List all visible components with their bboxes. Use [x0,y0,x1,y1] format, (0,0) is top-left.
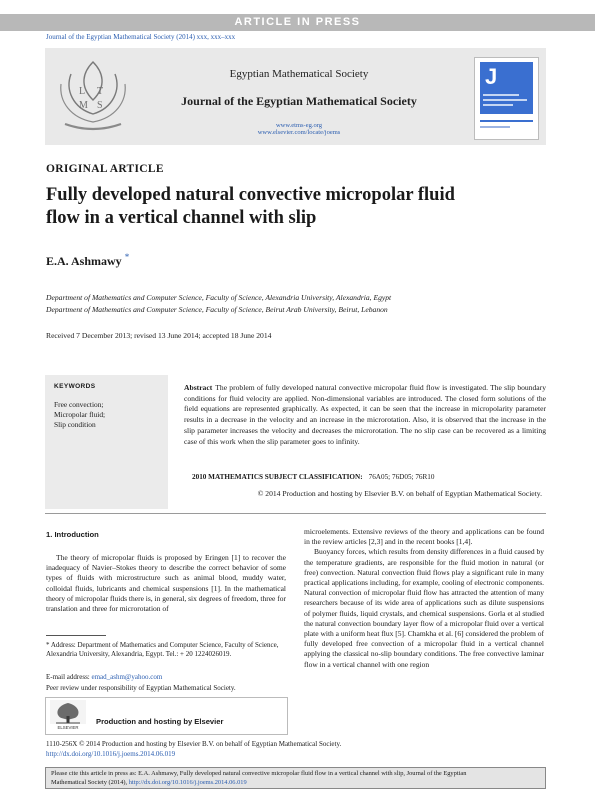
received-dates: Received 7 December 2013; revised 13 June 2014; accepted 18 June 2014 [46,331,272,340]
introduction-heading: 1. Introduction [46,530,99,539]
citation-line-1: Please cite this article in press as: E.A. Ashmawy, Fully developed natural convective micropolar fluid flow in a vertical channel with slip, Journal of the Egyptian [51,770,467,777]
journal-cover-thumbnail [474,57,539,140]
citation-line-2 [51,779,247,786]
citation-prefix: Mathematical Society (2014), [51,779,129,786]
msc-codes: 76A05; 76D05; 76R10 [368,473,435,481]
keyword-item: Free convection; [54,400,104,409]
footer-issn: 1110-256X © 2014 Production and hosting by Elsevier B.V. on behalf of Egyptian Mathematical Society. [46,740,342,748]
author-name: E.A. Ashmawy [46,254,122,268]
keyword-item: Slip condition [54,420,96,429]
journal-reference-link[interactable]: Journal of the Egyptian Mathematical Society (2014) xxx, xxx–xxx [46,33,236,41]
logo-letter-m: M [79,100,88,111]
cover-letter: J [485,64,498,89]
production-text: Production and hosting by Elsevier [96,717,224,726]
intro-paragraph: The theory of micropolar fluids is proposed by Eringen [1] to recover the inadequacy of Navier–Stokes theory to describe the correct behavior of some types of fluids with microstructure such as animal blood, muddy water, colloidal fluids, lubricants and chemical suspensions [1]. In the mathematical theory of micropolar fluids there is, in general, six degrees of freedom, three for translation and three for microrotation of [46,553,286,614]
author [46,252,129,269]
email-label: E-mail address: [46,673,92,681]
intro-paragraph: Buoyancy forces, which results from density differences in a fluid caused by the temperature gradients, are responsible for the fluid motion in natural (or free) convection. Natural convection fluid flows play a significant rule in many practical applications including, for example, cooling of electronic components. Natural convection of micropolar fluid flow has attracted the attention of many researchers because of its wide area of applications such as dilute suspensions of polymer fluids, liquid crystals, and chemical suspensions. Gorla et al studied the natural convection boundary layer flow of a micropolar fluid over a vertical plate with a uniform heat flux [5]. Chamkha et al. [6] considered the problem of fully developed free convection of a micropolar fluid in a vertical channel applying the classical no-slip boundary conditions. The free convective laminar flow in a vertical channel with one region [304,547,544,669]
body-column-right [304,527,544,670]
article-title-line-1: Fully developed natural convective micropolar fluid [46,185,455,205]
footnote-rule [46,635,106,636]
logo-letter-s: S [97,100,103,111]
affiliation-1: Department of Mathematics and Computer Science, Faculty of Science, Alexandria University, Alexandria, Egypt [46,293,392,302]
citation-doi-link[interactable]: http://dx.doi.org/10.1016/j.joems.2014.06.019 [128,779,247,786]
elsevier-wordmark: ELSEVIER [57,725,79,730]
footnote-email [46,673,162,681]
keywords-box [45,375,168,509]
elsevier-url-link[interactable]: www.elsevier.com/locate/joems [257,129,341,136]
section-divider [45,513,546,514]
affiliation-2: Department of Mathematics and Computer Science, Faculty of Science, Beirut Arab University, Beirut, Lebanon [46,305,388,314]
copyright-notice: © 2014 Production and hosting by Elsevier B.V. on behalf of Egyptian Mathematical Society. [257,489,542,498]
footer-doi-link[interactable]: http://dx.doi.org/10.1016/j.joems.2014.06.019 [46,750,176,758]
msc-label: 2010 MATHEMATICS SUBJECT CLASSIFICATION: [192,473,363,481]
society-url-link[interactable]: www.etms-eg.org [275,122,323,129]
footnote-address: * Address: Department of Mathematics and Computer Science, Faculty of Science, Alexandria University, Alexandria, Egypt. Tel.: + 20 1224026019. [46,641,279,659]
peer-review-note: Peer review under responsibility of Egyptian Mathematical Society. [46,684,236,692]
abstract-text: The problem of fully developed natural convective micropolar fluid flow is investigated. The slip boundary conditions for fluid velocity are applied. Non-dimensional variables are introduced. The closed form solutions of the field equations are represented graphically. As expected, it can be seen that the increase in micropolarity parameter results in a decrease in the velocity and an increase in the microrotation. Also, it is observed that the increase in the slip parameter increases the velocity and decreases the microrotation. The no slip case can be recovered as a limiting case of this work when the slip parameter goes to infinity. [184,383,546,446]
society-logo [53,56,133,138]
article-type: ORIGINAL ARTICLE [46,163,164,175]
logo-letter-t: T [97,86,104,97]
article-in-press-banner: ARTICLE IN PRESS [0,14,595,31]
logo-letter-l: L [79,86,86,97]
society-name: Egyptian Mathematical Society [229,68,369,80]
intro-paragraph: microelements. Extensive reviews of the theory and applications can be found in the review articles [2,3] and in the recent books [1,4]. [304,527,544,547]
article-title-line-2: flow in a vertical channel with slip [46,208,317,228]
keywords-heading: KEYWORDS [54,383,96,390]
msc-classification [192,473,435,481]
journal-title: Journal of the Egyptian Mathematical Society [181,94,417,108]
email-link[interactable]: emad_ashm@yahoo.com [91,673,163,681]
author-footnote-mark[interactable]: * [124,252,130,262]
abstract [184,383,546,447]
body-column-left [46,553,286,614]
abstract-label: Abstract [184,383,213,392]
keyword-item: Micropolar fluid; [54,410,106,419]
